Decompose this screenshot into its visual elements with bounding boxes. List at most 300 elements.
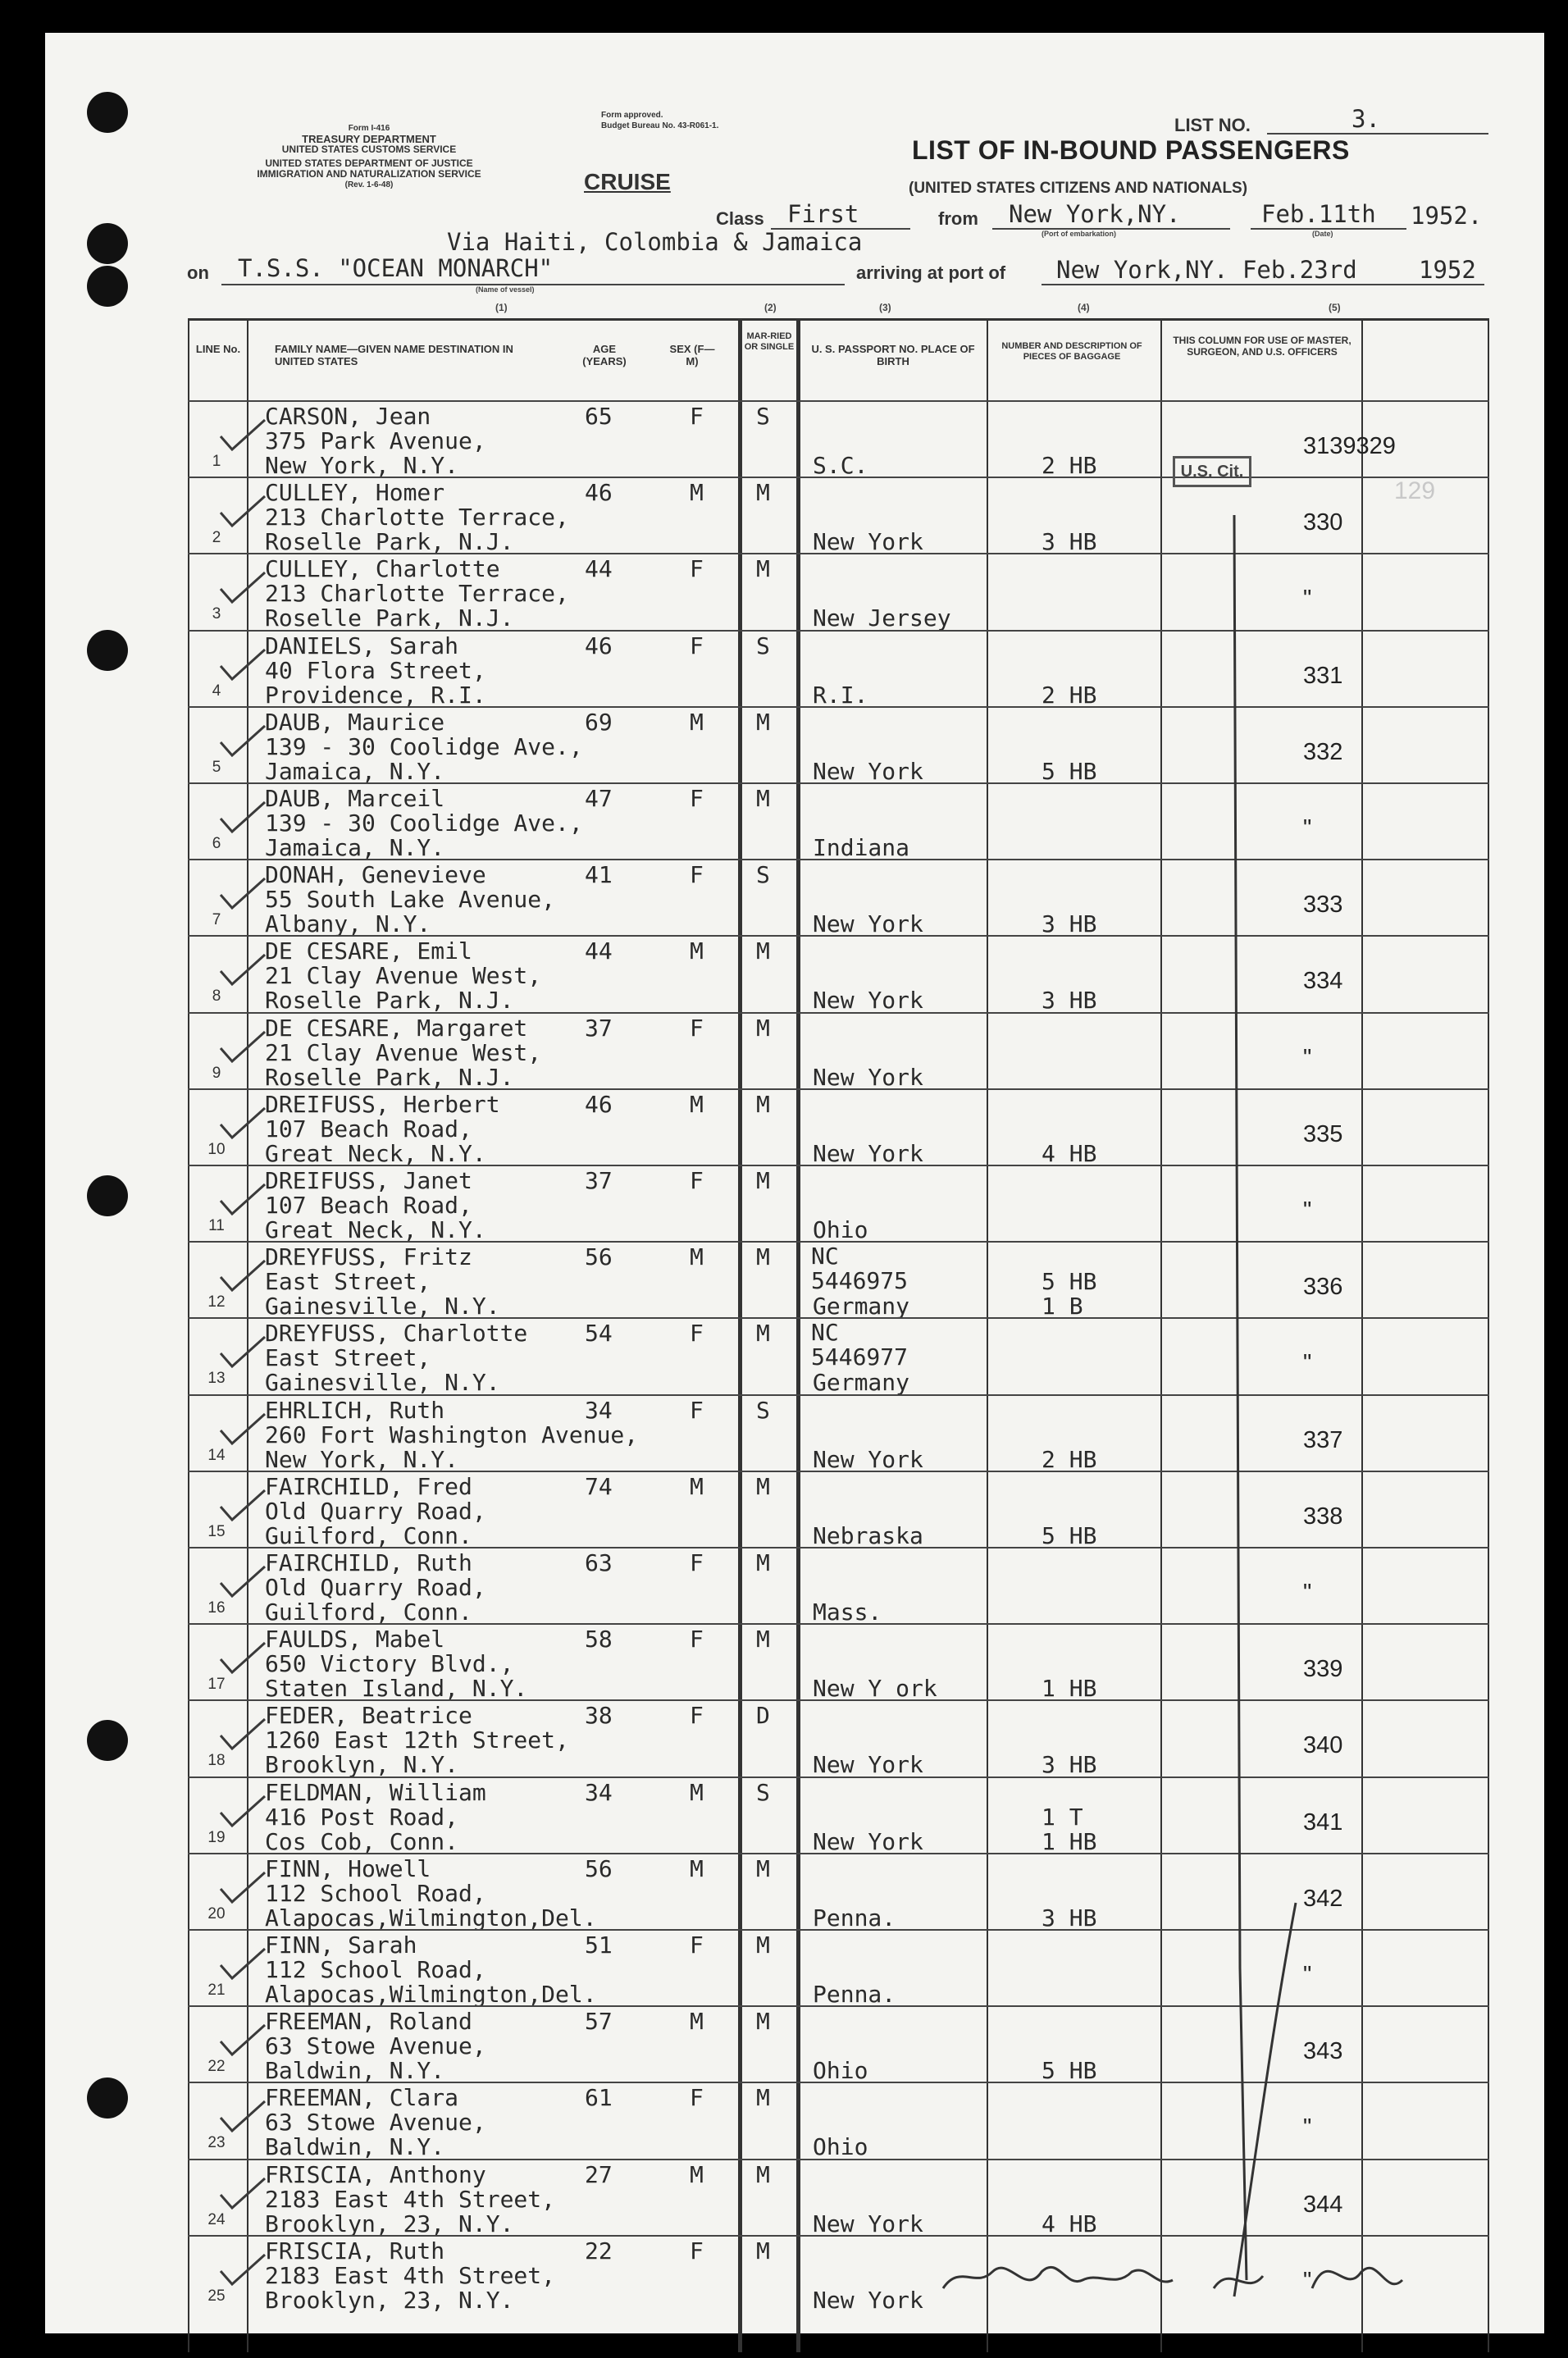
list-no-underline: [1267, 133, 1488, 135]
line-number: 24: [207, 2210, 226, 2228]
table-row: [188, 553, 1489, 631]
address-line-1: 416 Post Road,: [265, 1803, 459, 1831]
col-baggage: NUMBER AND DESCRIPTION OF PIECES OF BAGGAGE: [1001, 341, 1142, 362]
marital-status: M: [756, 1320, 770, 1348]
baggage-line-2: 1 B: [1042, 1293, 1083, 1320]
sex-value: F: [690, 2084, 704, 2112]
passenger-name: EHRLICH, Ruth: [265, 1396, 445, 1424]
check-mark-icon: [219, 571, 267, 604]
birth-place: New York: [813, 2210, 923, 2237]
sex-value: F: [690, 1014, 704, 1042]
check-mark-icon: [219, 1183, 267, 1215]
vessel-note: (Name of vessel): [476, 285, 535, 294]
marital-status: M: [756, 1854, 770, 1882]
dept-block: [189, 123, 549, 190]
sex-value: M: [690, 1472, 704, 1500]
check-mark-icon: [219, 1335, 267, 1368]
line-number: 13: [207, 1370, 226, 1388]
col-age: AGE (YEARS): [582, 343, 627, 367]
age-value: 51: [585, 1932, 613, 1959]
address-line-1: 55 South Lake Avenue,: [265, 886, 556, 914]
check-mark-icon: [219, 2023, 267, 2056]
address-line-1: 213 Charlotte Terrace,: [265, 580, 569, 608]
table-row: [188, 400, 1489, 478]
address-line-2: Alapocas,Wilmington,Del.: [265, 1904, 597, 1932]
officer-number: ": [1303, 586, 1312, 613]
col-line-no: LINE No.: [195, 343, 241, 355]
age-value: 44: [585, 555, 613, 583]
birth-place: New York: [813, 1445, 923, 1473]
address-line-2: Roselle Park, N.J.: [265, 987, 514, 1015]
check-mark-icon: [219, 1795, 267, 1827]
birth-place: New York: [813, 1751, 923, 1779]
age-value: 34: [585, 1396, 613, 1424]
address-line-1: 213 Charlotte Terrace,: [265, 504, 569, 531]
birth-place: Germany: [813, 1293, 910, 1320]
officer-number: 331: [1303, 662, 1343, 689]
officer-number: ": [1303, 1044, 1312, 1071]
sex-value: F: [690, 1320, 704, 1348]
address-line-1: 112 School Road,: [265, 1956, 486, 1983]
line-number: 5: [212, 758, 221, 776]
passenger-name: CULLEY, Charlotte: [265, 555, 500, 583]
address-line-2: Brooklyn, 23, N.Y.: [265, 2210, 514, 2237]
marital-status: D: [756, 1702, 770, 1730]
passenger-name: FAIRCHILD, Ruth: [265, 1549, 472, 1576]
table-row: [188, 2235, 1489, 2313]
address-line-1: Old Quarry Road,: [265, 1497, 486, 1525]
age-value: 38: [585, 1702, 613, 1730]
class-value: First: [787, 200, 859, 228]
check-mark-icon: [219, 2100, 267, 2132]
marital-status: S: [756, 632, 770, 659]
baggage-line-2: 4 HB: [1042, 2210, 1097, 2237]
age-value: 56: [585, 1854, 613, 1882]
passenger-name: DONAH, Genevieve: [265, 861, 486, 889]
table-row: [188, 2159, 1489, 2237]
from-label: from: [938, 208, 978, 229]
table-row: [188, 1317, 1489, 1395]
marital-status: M: [756, 1472, 770, 1500]
marital-status: M: [756, 2084, 770, 2112]
year-value: 1952.: [1411, 202, 1483, 230]
passenger-name: DREYFUSS, Fritz: [265, 1243, 472, 1271]
dept-treasury: TREASURY DEPARTMENT: [302, 133, 436, 145]
age-value: 69: [585, 708, 613, 736]
passenger-name: FRISCIA, Anthony: [265, 2160, 486, 2188]
age-value: 57: [585, 2008, 613, 2036]
date-value: Feb.11th: [1261, 200, 1376, 228]
marital-status: M: [756, 1932, 770, 1959]
passenger-name: CULLEY, Homer: [265, 479, 445, 507]
table-row: [188, 1394, 1489, 1472]
line-number: 17: [207, 1676, 226, 1694]
arriving-value: New York,NY. Feb.23rd: [1056, 256, 1357, 284]
address-line-2: Roselle Park, N.J.: [265, 528, 514, 556]
sex-value: F: [690, 1932, 704, 1959]
age-value: 74: [585, 1472, 613, 1500]
check-mark-icon: [219, 1641, 267, 1674]
punch-hole: [87, 266, 128, 307]
table-row: [188, 2005, 1489, 2083]
check-mark-icon: [219, 724, 267, 757]
address-line-2: Roselle Park, N.J.: [265, 604, 514, 632]
baggage-line-2: 1 HB: [1042, 1827, 1097, 1855]
address-line-2: Jamaica, N.Y.: [265, 757, 445, 785]
address-line-1: 63 Stowe Avenue,: [265, 2109, 486, 2137]
officer-number: 343: [1303, 2038, 1343, 2065]
sex-value: M: [690, 479, 704, 507]
table-row: [188, 859, 1489, 937]
col-num-5: (5): [1329, 302, 1341, 313]
marital-status: M: [756, 1090, 770, 1118]
address-line-2: Brooklyn, 23, N.Y.: [265, 2286, 514, 2314]
line-number: 25: [207, 2287, 226, 2305]
officer-number: 340: [1303, 1732, 1343, 1759]
port-note: (Port of embarkation): [1042, 230, 1117, 238]
birth-place: New Y ork: [813, 1675, 937, 1703]
line-number: 9: [212, 1064, 221, 1082]
passenger-name: FAIRCHILD, Fred: [265, 1472, 472, 1500]
address-line-2: Guilford, Conn.: [265, 1599, 472, 1626]
line-number: 20: [207, 1904, 226, 1922]
address-line-1: 260 Fort Washington Avenue,: [265, 1421, 639, 1448]
address-line-2: Great Neck, N.Y.: [265, 1216, 486, 1243]
birth-place: Indiana: [813, 834, 910, 861]
passenger-name: FREEMAN, Clara: [265, 2084, 459, 2112]
address-line-2: Gainesville, N.Y.: [265, 1369, 500, 1397]
line-number: 21: [207, 1982, 226, 1999]
address-line-1: East Street,: [265, 1268, 431, 1296]
address-line-2: Alapocas,Wilmington,Del.: [265, 1981, 597, 2008]
check-mark-icon: [219, 1030, 267, 1063]
baggage-line-1: 1 T: [1042, 1803, 1083, 1831]
birth-place: New York: [813, 757, 923, 785]
sex-value: F: [690, 785, 704, 812]
col-name-destination: FAMILY NAME—GIVEN NAME DESTINATION IN UNITED STATES: [275, 343, 513, 367]
officer-number: ": [1303, 2267, 1312, 2294]
arriving-underline: [1042, 284, 1484, 285]
address-line-1: 1260 East 12th Street,: [265, 1726, 569, 1754]
birth-place: New York: [813, 2286, 923, 2314]
birth-place: New York: [813, 1063, 923, 1091]
address-line-1: 21 Clay Avenue West,: [265, 1038, 542, 1066]
officer-number: 336: [1303, 1274, 1343, 1301]
line-number: 11: [208, 1217, 225, 1234]
marital-status: M: [756, 1014, 770, 1042]
table-row: [188, 630, 1489, 708]
sex-value: F: [690, 1396, 704, 1424]
officer-number: 338: [1303, 1503, 1343, 1530]
table-row: [188, 1929, 1489, 2007]
sex-value: F: [690, 2237, 704, 2265]
sex-value: M: [690, 1243, 704, 1271]
baggage-line-2: 2 HB: [1042, 681, 1097, 709]
passenger-name: FELDMAN, William: [265, 1778, 486, 1806]
passport-number: NC 5446977: [811, 1319, 909, 1371]
address-line-2: Baldwin, N.Y.: [265, 2133, 445, 2161]
from-value: New York,NY.: [1009, 200, 1181, 228]
passenger-name: DE CESARE, Emil: [265, 937, 472, 965]
us-cit-stamp: U.S. Cit.: [1173, 456, 1251, 487]
col-married: MAR-RIED OR SINGLE: [744, 331, 795, 352]
line-number: 7: [212, 911, 221, 929]
vessel-name: T.S.S. "OCEAN MONARCH": [238, 254, 554, 282]
col-officers: THIS COLUMN FOR USE OF MASTER, SURGEON, AND U.S. OFFICERS: [1173, 335, 1351, 358]
check-mark-icon: [219, 1259, 267, 1292]
line-number: 1: [212, 453, 221, 470]
address-line-1: 2183 East 4th Street,: [265, 2185, 556, 2213]
check-mark-icon: [219, 495, 267, 527]
age-value: 34: [585, 1778, 613, 1806]
line-number: 12: [207, 1293, 226, 1311]
col-num-2: (2): [764, 302, 777, 313]
table-row: [188, 1165, 1489, 1243]
marital-status: M: [756, 708, 770, 736]
birth-place: Mass.: [813, 1599, 882, 1626]
officer-number: ": [1303, 2114, 1312, 2141]
marital-status: M: [756, 555, 770, 583]
address-line-1: 107 Beach Road,: [265, 1115, 472, 1143]
via-route: Via Haiti, Colombia & Jamaica: [447, 228, 863, 256]
line-number: 6: [212, 835, 221, 852]
passenger-name: FINN, Sarah: [265, 1932, 417, 1959]
line-number: 8: [212, 987, 221, 1006]
check-mark-icon: [219, 418, 267, 451]
table-row: [188, 1623, 1489, 1701]
sex-value: M: [690, 1854, 704, 1882]
date-note: (Date): [1312, 230, 1333, 238]
sex-value: F: [690, 1702, 704, 1730]
dept-justice: UNITED STATES DEPARTMENT OF JUSTICE: [265, 157, 473, 169]
officer-number: 330: [1303, 509, 1343, 536]
budget-bureau: Budget Bureau No. 43-R061-1.: [601, 121, 719, 130]
arriving-label: arriving at port of: [856, 262, 1006, 283]
passenger-name: FEDER, Beatrice: [265, 1702, 472, 1730]
address-line-2: Jamaica, N.Y.: [265, 834, 445, 861]
address-line-2: New York, N.Y.: [265, 1445, 459, 1473]
table-row: [188, 1471, 1489, 1548]
class-label: Class: [716, 208, 764, 229]
baggage-line-2: 3 HB: [1042, 1751, 1097, 1779]
table-row: [188, 1012, 1489, 1090]
on-label: on: [187, 262, 209, 283]
address-line-1: East Street,: [265, 1344, 431, 1372]
passenger-name: DREYFUSS, Charlotte: [265, 1320, 528, 1348]
sex-value: F: [690, 1549, 704, 1576]
birth-place: R.I.: [813, 681, 868, 709]
officer-number: 3139329: [1303, 433, 1396, 459]
sex-value: F: [690, 1626, 704, 1653]
address-line-2: Providence, R.I.: [265, 681, 486, 709]
line-number: 2: [212, 529, 221, 547]
table-row: [188, 1088, 1489, 1166]
birth-place: Nebraska: [813, 1521, 923, 1549]
address-line-1: 107 Beach Road,: [265, 1192, 472, 1219]
check-mark-icon: [219, 2177, 267, 2210]
list-no-label: LIST NO.: [1174, 115, 1251, 135]
baggage-line-2: 5 HB: [1042, 757, 1097, 785]
address-line-1: 139 - 30 Coolidge Ave.,: [265, 810, 583, 837]
form-approved: Form approved.: [601, 111, 663, 120]
form-revision: (Rev. 1-6-48): [344, 180, 394, 189]
line-number: 10: [207, 1140, 226, 1158]
officer-number: 335: [1303, 1120, 1343, 1147]
check-mark-icon: [219, 1106, 267, 1139]
sex-value: M: [690, 2008, 704, 2036]
address-line-1: 2183 East 4th Street,: [265, 2261, 556, 2289]
faint-number: 129: [1394, 477, 1436, 504]
check-mark-icon: [219, 1565, 267, 1598]
address-line-2: Baldwin, N.Y.: [265, 2057, 445, 2085]
check-mark-icon: [219, 1489, 267, 1521]
address-line-1: 40 Flora Street,: [265, 656, 486, 684]
col-num-3: (3): [879, 302, 891, 313]
birth-place: Ohio: [813, 2057, 868, 2085]
address-line-2: Roselle Park, N.J.: [265, 1063, 514, 1091]
punch-hole: [87, 630, 128, 671]
marital-status: M: [756, 785, 770, 812]
passenger-name: FINN, Howell: [265, 1854, 431, 1882]
table-row: [188, 935, 1489, 1013]
officer-number: 333: [1303, 892, 1343, 919]
line-number: 14: [207, 1446, 226, 1464]
table-row: [188, 1547, 1489, 1625]
age-value: 46: [585, 479, 613, 507]
age-value: 47: [585, 785, 613, 812]
marital-status: S: [756, 861, 770, 889]
check-mark-icon: [219, 1717, 267, 1750]
table-row: [188, 1241, 1489, 1319]
marital-status: M: [756, 479, 770, 507]
dept-immigration: IMMIGRATION AND NATURALIZATION SERVICE: [257, 168, 481, 180]
sex-value: F: [690, 1167, 704, 1194]
birth-place: Penna.: [813, 1981, 896, 2008]
punch-hole: [87, 1175, 128, 1216]
passenger-name: DANIELS, Sarah: [265, 632, 459, 659]
age-value: 46: [585, 1090, 613, 1118]
birth-place: Ohio: [813, 1216, 868, 1243]
baggage-line-2: 2 HB: [1042, 452, 1097, 479]
officer-number: 334: [1303, 968, 1343, 995]
address-line-2: New York, N.Y.: [265, 452, 459, 479]
table-row: [188, 2082, 1489, 2160]
line-number: 19: [207, 1828, 226, 1846]
col-sex: SEX (F—M): [669, 343, 715, 367]
line-number: 15: [207, 1522, 226, 1540]
address-line-1: Old Quarry Road,: [265, 1574, 486, 1601]
passenger-name: DREIFUSS, Herbert: [265, 1090, 500, 1118]
baggage-line-2: 3 HB: [1042, 987, 1097, 1015]
age-value: 37: [585, 1167, 613, 1194]
age-value: 63: [585, 1549, 613, 1576]
table-row: [188, 477, 1489, 554]
marital-status: M: [756, 2008, 770, 2036]
age-value: 27: [585, 2160, 613, 2188]
punch-hole: [87, 2078, 128, 2119]
baggage-line-2: 5 HB: [1042, 2057, 1097, 2085]
col-num-1: (1): [495, 302, 508, 313]
address-line-1: 375 Park Avenue,: [265, 427, 486, 454]
age-value: 58: [585, 1626, 613, 1653]
cruise-label: CRUISE: [584, 169, 671, 194]
birth-place: New York: [813, 910, 923, 938]
line-number: 3: [212, 605, 221, 623]
marital-status: M: [756, 2160, 770, 2188]
dept-customs: UNITED STATES CUSTOMS SERVICE: [281, 144, 457, 155]
age-value: 56: [585, 1243, 613, 1271]
officer-number: ": [1303, 815, 1312, 841]
marital-status: S: [756, 403, 770, 430]
arriving-year: 1952: [1419, 256, 1476, 284]
passenger-name: DREIFUSS, Janet: [265, 1167, 472, 1194]
baggage-line-2: 5 HB: [1042, 1521, 1097, 1549]
address-line-1: 112 School Road,: [265, 1879, 486, 1907]
officer-number: 337: [1303, 1426, 1343, 1453]
punch-hole: [87, 1720, 128, 1761]
birth-place: New York: [813, 987, 923, 1015]
passenger-name: DE CESARE, Margaret: [265, 1014, 528, 1042]
approval-block: [601, 110, 718, 131]
age-value: 65: [585, 403, 613, 430]
passenger-name: FRISCIA, Ruth: [265, 2237, 445, 2265]
officer-number: 344: [1303, 2191, 1343, 2218]
list-subtitle: (UNITED STATES CITIZENS AND NATIONALS): [909, 180, 1248, 197]
passport-number: NC 5446975: [811, 1243, 909, 1295]
check-mark-icon: [219, 1412, 267, 1445]
birth-place: New York: [813, 528, 923, 556]
age-value: 61: [585, 2084, 613, 2112]
officer-number: ": [1303, 1962, 1312, 1988]
address-line-2: Brooklyn, N.Y.: [265, 1751, 459, 1779]
line-number: 22: [207, 2058, 226, 2076]
table-row: [188, 1776, 1489, 1854]
line-number: 4: [212, 682, 221, 700]
age-value: 41: [585, 861, 613, 889]
address-line-1: 650 Victory Blvd.,: [265, 1650, 514, 1678]
list-no-value: 3.: [1351, 105, 1380, 133]
birth-place: New York: [813, 1139, 923, 1167]
check-mark-icon: [219, 953, 267, 986]
age-value: 22: [585, 2237, 613, 2265]
passenger-name: DAUB, Maurice: [265, 708, 445, 736]
marital-status: M: [756, 1167, 770, 1194]
marital-status: S: [756, 1396, 770, 1424]
address-line-1: 139 - 30 Coolidge Ave.,: [265, 732, 583, 760]
marital-status: M: [756, 937, 770, 965]
passenger-name: FREEMAN, Roland: [265, 2008, 472, 2036]
sex-value: M: [690, 708, 704, 736]
officer-number: 339: [1303, 1656, 1343, 1683]
check-mark-icon: [219, 2253, 267, 2286]
officer-number: ": [1303, 1197, 1312, 1224]
baggage-line-2: 4 HB: [1042, 1139, 1097, 1167]
marital-status: S: [756, 1778, 770, 1806]
baggage-line-2: 1 HB: [1042, 1675, 1097, 1703]
officer-number: 332: [1303, 738, 1343, 765]
col-passport: U. S. PASSPORT NO. PLACE OF BIRTH: [811, 343, 975, 367]
line-number: 23: [207, 2134, 226, 2152]
punch-hole: [87, 92, 128, 133]
officer-number: ": [1303, 1350, 1312, 1377]
address-line-2: Guilford, Conn.: [265, 1521, 472, 1549]
baggage-line-1: 5 HB: [1042, 1268, 1097, 1296]
address-line-2: Gainesville, N.Y.: [265, 1293, 500, 1320]
age-value: 37: [585, 1014, 613, 1042]
address-line-2: Great Neck, N.Y.: [265, 1139, 486, 1167]
line-number: 16: [207, 1599, 226, 1617]
address-line-2: Cos Cob, Conn.: [265, 1827, 459, 1855]
